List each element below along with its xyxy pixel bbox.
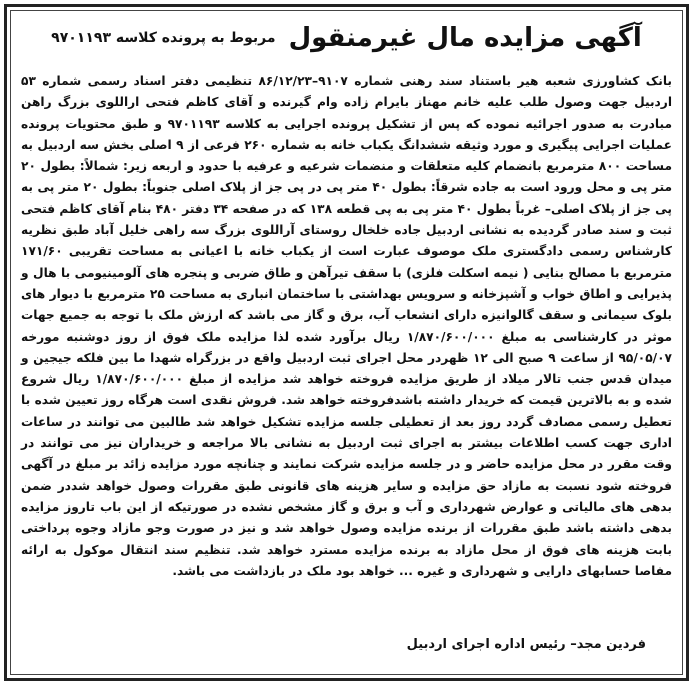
notice-header (23, 23, 670, 63)
notice-signature: فردین مجد– رئیس اداره اجرای اردبیل (406, 637, 646, 652)
notice-subtitle: مربوط به پرونده کلاسه ۹۷۰۱۱۹۳ (51, 30, 276, 46)
notice-body: بانک کشاورزی شعبه هیر باستناد سند رهنی شماره ۹۱۰۷–۸۶/۱۲/۲۳ تنظیمی دفتر اسناد رسمی شماره ۵۳ اردبیل جهت وصول طلب علیه خانم مهناز بایرام زاده وام گیرنده و آقای کاظم فتحی اراللوی بزرگ راهن مبادرت به صدور اجرائیه نموده که پس از تشکیل پرونده اجرایی به کلاسه ۹۷۰۱۱۹۳ و طبق محتویات پرونده عملیات اجرایی پیگیری و مورد وثیقه ششدانگ یکباب خانه به شماره ۲۶۰ فرعی از ۹ اصلی بخش سه اردبیل به مساحت ۸۰۰ مترمربع بانضمام کلیه متعلقات و منضمات شرعیه و عرفیه با حدود و اربعه زیر: شمالاً: بطول ۲۰ متر پی و محل ورود است به جاده شرقاً: بطول ۴۰ متر پی در پی جز از پلاک اصلی جنوباً: بطول ۲۰ متر پی به پی جز از پلاک اصلی– غرباً بطول ۴۰ متر پی به پی قطعه ۱۳۸ که در صفحه ۳۴ دفتر ۴۸۰ بنام آقای کاظم فتحی ثبت و سند صادر گردیده به نشانی اردبیل جاده خلخال روستای آراللوی بزرگ سه راهی خلیل آباد طبق نظریه کارشناس رسمی دادگستری ملک موصوف عبارت است از یکباب خانه با اعیانی به مساحت تقریبی ۱۷۱/۶۰ مترمربع با مصالح بنایی ( نیمه اسکلت فلزی) با سقف تیرآهن و طاق ضربی و پنجره های آلومینیومی با هال و پذیرایی و اطاق خواب و آشپزخانه و سرویس بهداشتی با ساختمان انباری به مساحت ۲۵ مترمربع با دیوار های بلوک سیمانی و سقف گالوانیزه دارای انشعاب آب، برق و گاز می باشد که ارزش ملک با توجه به جمیع جهات موثر در کارشناسی به مبلغ ۱/۸۷۰/۶۰۰/۰۰۰ ریال برآورد شده لذا مزایده ملک فوق از روز دوشنبه مورخه ۹۵/۰۵/۰۷ از ساعت ۹ صبح الی ۱۲ ظهردر محل اجرای ثبت اردبیل واقع در بزرگراه شهدا ما بین فلکه جیجین و میدان قدس جنب تالار میلاد از طریق مزایده فروخته خواهد شد مزایده از مبلغ ۱/۸۷۰/۶۰۰/۰۰۰ ریال شروع شده و به بالاترین قیمت که خریدار داشته باشدفروخته خواهد شد. فروش نقدی است هرگاه روز تعیین شده با تعطیل رسمی مصادف گردد روز بعد از تعطیلی جلسه مزایده تشکیل خواهد شد طالبین می توانند در ساعات اداری جهت کسب اطلاعات بیشتر به اجرای ثبت اردبیل به نشانی بالا مراجعه و خریداران نیز می توانند در وقت مقرر در محل مزایده حاضر و در جلسه مزایده شرکت نمایند و چنانچه مورد مزایده زائد بر مبلغ در آگهی فروخته شود نسبت به مازاد حق مزایده و سایر هزینه های قانونی طبق مقررات وصول خواهد شددر ضمن بدهی های مالیاتی و عوارض شهرداری و آب و برق و گاز مشخص نشده در صورتیکه از این باب تاروز مزایده بدهی داشته باشد طبق مقررات از برنده مزایده وصول خواهد شد و نیز در صورت وجو مازاد وجوه پرداختی بابت هزینه های فوق از محل مازاد به برنده مزایده مسترد خواهد شد. تنظیم سند انتقال موکول به ارائه مفاصا حسابهای دارایی و شهرداری و غیره ... خواهد بود ملک در بازداشت می باشد. (21, 74, 673, 578)
notice-frame (4, 4, 689, 681)
notice-title: آگهی مزایده مال غیرمنقول (288, 23, 642, 53)
